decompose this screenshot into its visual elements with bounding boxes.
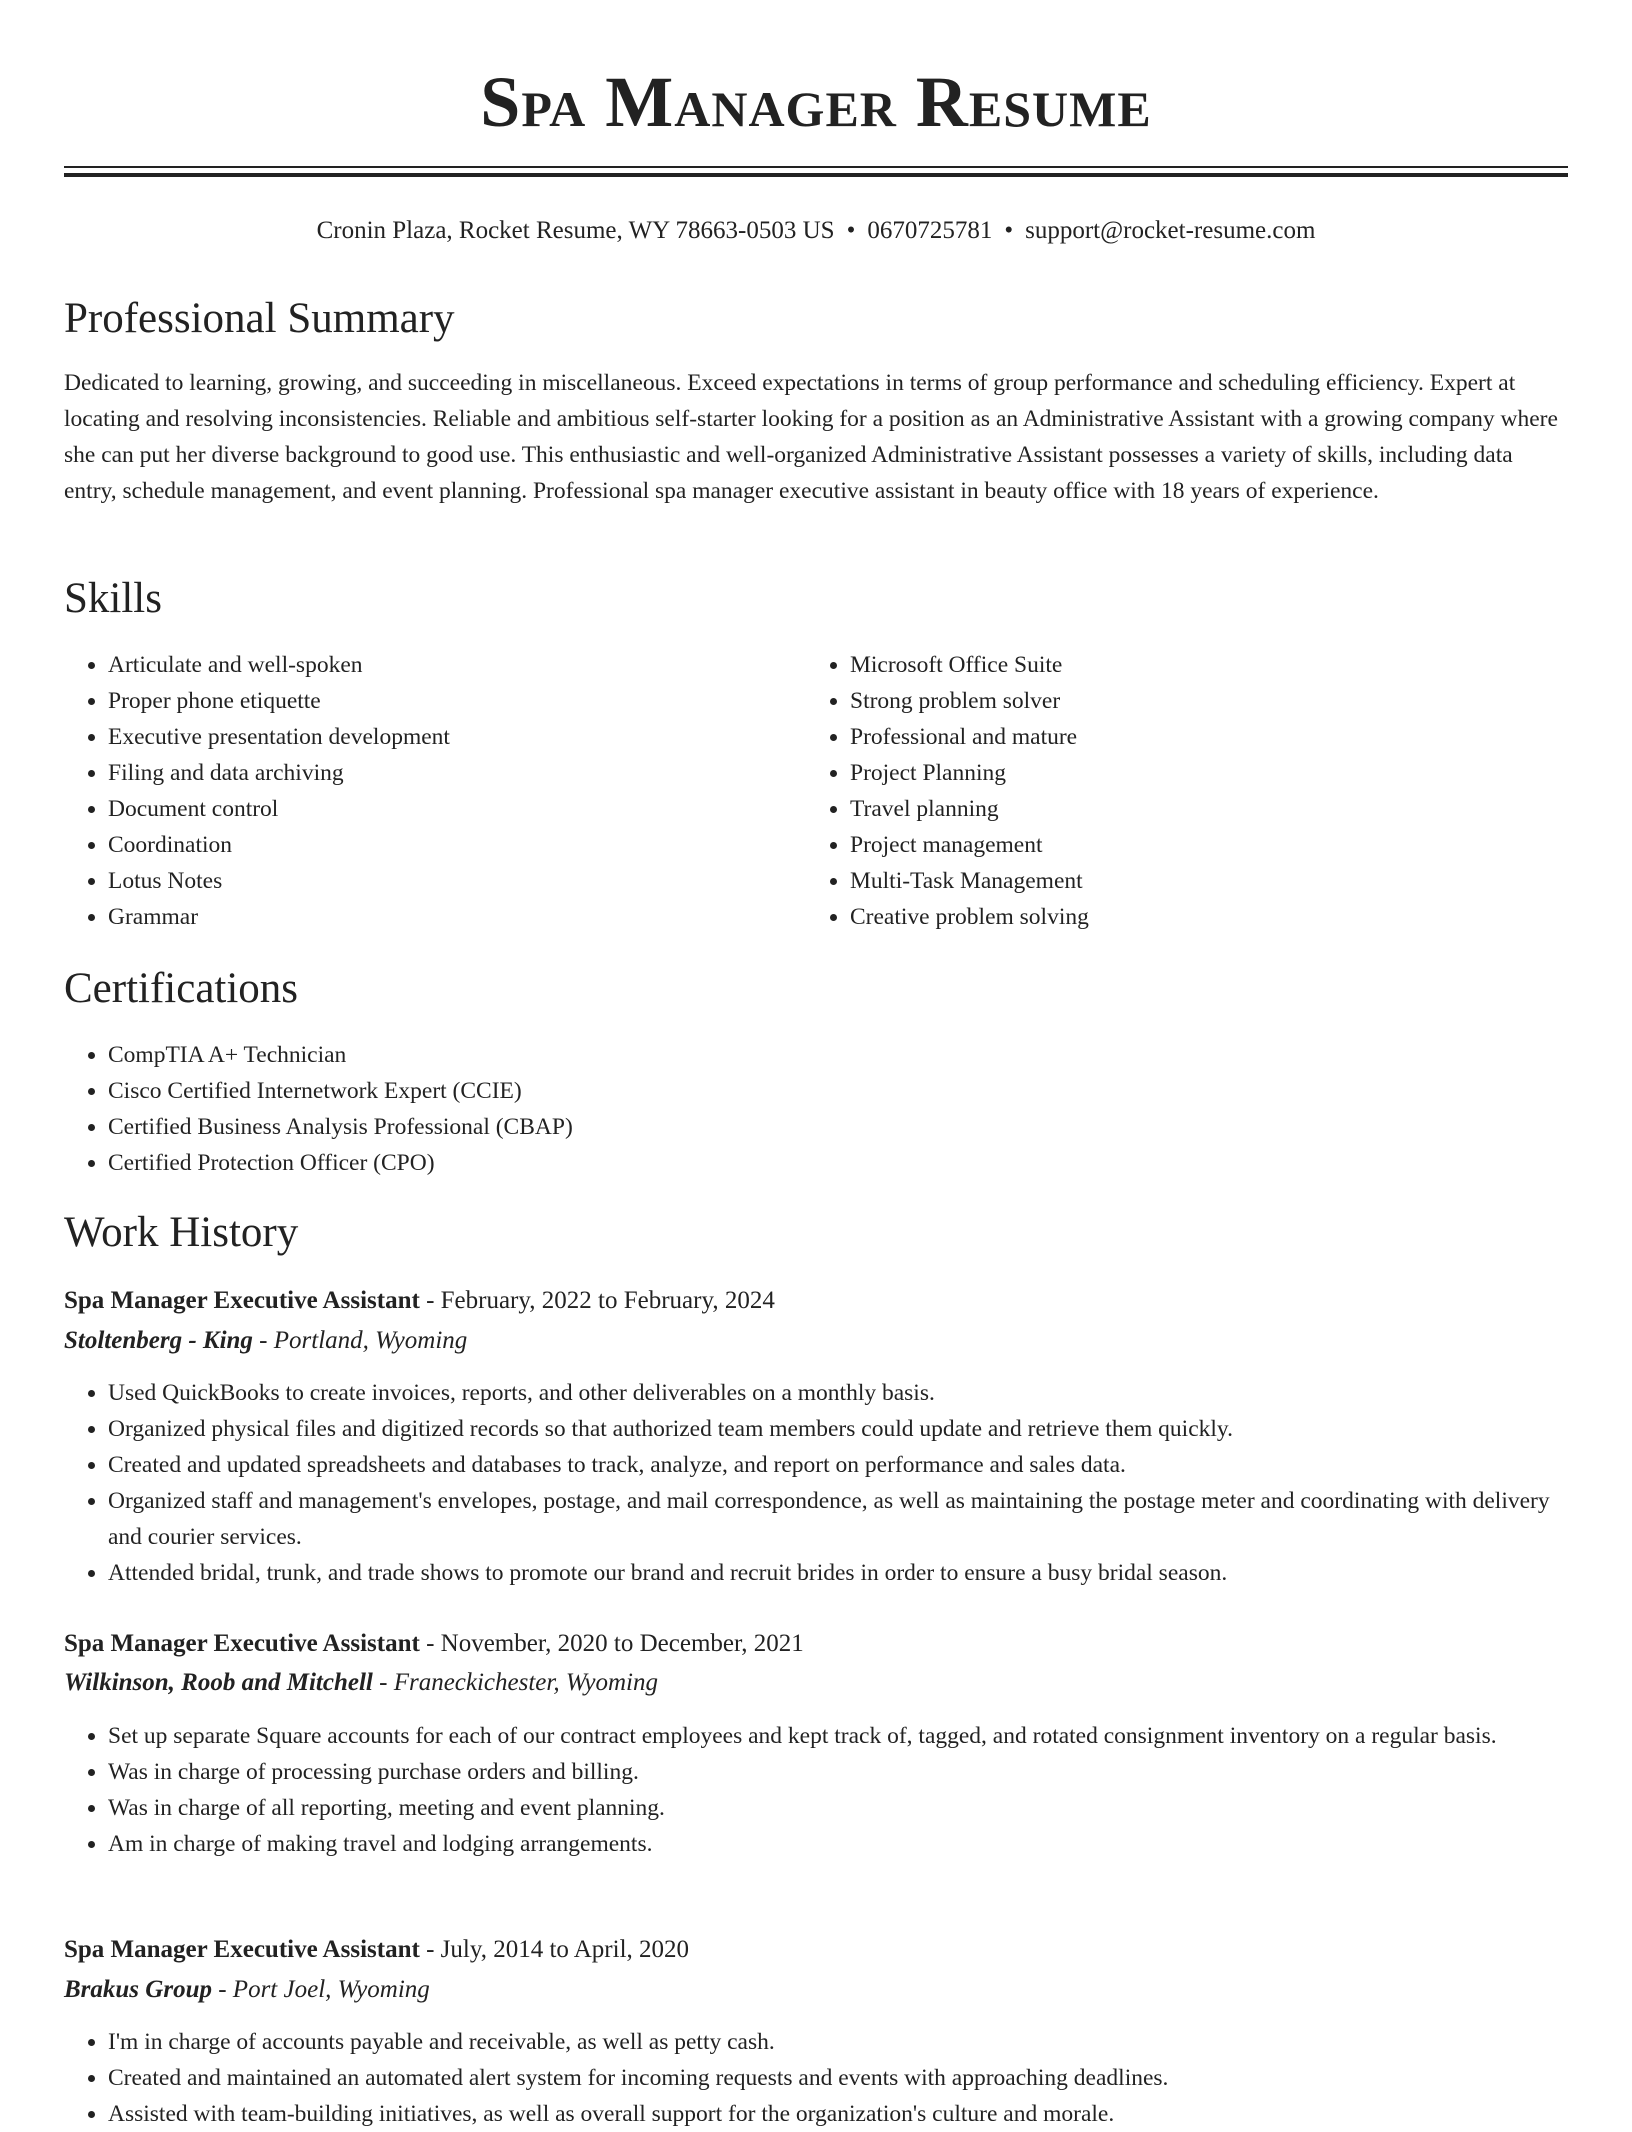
job-bullet: • Created and maintained an automated alert system for incoming requests and events with approaching deadlines. [108,2060,1568,2096]
job-dates: - February, 2022 to February, 2024 [419,1287,775,1314]
contact-email: support@rocket-resume.com [1025,217,1316,244]
certification-item: • CompTIA A+ Technician [108,1037,1568,1073]
company-line [64,1323,467,1359]
job-bullet: • Am in charge of making travel and lodging arrangements. [108,1826,1568,1862]
job-bullets [64,2024,1568,2132]
job-bullet: • Attended bridal, trunk, and trade shows to promote our brand and recruit brides in order to ensure a busy bridal season. [108,1555,1568,1591]
skills-list-right [806,647,1550,935]
summary-text: Dedicated to learning, growing, and succeeding in miscellaneous. Exceed expectations in terms of group performance and scheduling efficiency. Expert at locating and resolving inconsistencies. Reliable and ambitious self-starter looking for a position as an Administrative Assistant with a growing company where she can put her diverse background to good use. This enthusiastic and well-organized Administrative Assistant possesses a variety of skills, including data entry, schedule management, and event planning. Professional spa manager executive assistant in beauty office with 18 years of experience. [64,370,1558,504]
skill-item: • Grammar [108,899,808,935]
skill-item: • Multi-Task Management [850,863,1550,899]
job-dates: - July, 2014 to April, 2020 [419,1936,690,1963]
resume-title: Spa Manager Resume [480,62,1152,142]
company-name: Wilkinson, Roob and Mitchell [64,1669,373,1696]
certification-item: • Cisco Certified Internetwork Expert (CCIE) [108,1073,1568,1109]
certifications-list [64,1037,1568,1181]
skill-item: • Executive presentation development [108,719,808,755]
skill-item: • Creative problem solving [850,899,1550,935]
title-divider-thick [64,173,1568,177]
job-bullet: • Organized physical files and digitized records so that authorized team members could update and retrieve them quickly. [108,1411,1568,1447]
certifications-heading: Certifications [64,965,299,1012]
job-bullet: • I'm in charge of accounts payable and receivable, as well as petty cash. [108,2024,1568,2060]
skill-item: • Travel planning [850,791,1550,827]
skill-item: • Articulate and well-spoken [108,647,808,683]
title-divider-thin [64,166,1568,168]
company-name: Stoltenberg - King [64,1327,253,1354]
job-bullet: • Created and updated spreadsheets and databases to track, analyze, and report on performance and sales data. [108,1447,1568,1483]
skill-item: • Project Planning [850,755,1550,791]
company-line [64,1972,430,2008]
skill-item: • Strong problem solver [850,683,1550,719]
skill-item: • Microsoft Office Suite [850,647,1550,683]
job-bullets [64,1718,1568,1862]
skill-item: • Project management [850,827,1550,863]
contact-separator: • [846,217,856,244]
job-dates: - November, 2020 to December, 2021 [419,1630,804,1657]
job-bullet: • Was in charge of processing purchase orders and billing. [108,1754,1568,1790]
resume-page [64,0,1568,2127]
job-title-line [64,1283,775,1319]
skill-item: • Document control [108,791,808,827]
certification-item: • Certified Business Analysis Professional (CBAP) [108,1109,1568,1145]
company-location: - Portland, Wyoming [252,1327,468,1354]
job-title-line [64,1626,804,1662]
company-name: Brakus Group [64,1976,212,2003]
contact-phone: 0670725781 [867,217,993,244]
summary-heading: Professional Summary [64,295,455,342]
work-history-heading: Work History [64,1209,299,1256]
skills-list-left [64,647,808,935]
skill-item: • Coordination [108,827,808,863]
job-title: Spa Manager Executive Assistant [64,1936,420,1963]
skills-heading: Skills [64,575,162,622]
skill-item: • Proper phone etiquette [108,683,808,719]
skill-item: • Lotus Notes [108,863,808,899]
job-bullet: • Was in charge of all reporting, meeting and event planning. [108,1790,1568,1826]
contact-line [64,214,1568,248]
skill-item: • Filing and data archiving [108,755,808,791]
job-bullets [64,1375,1568,1591]
certification-item: • Certified Protection Officer (CPO) [108,1145,1568,1181]
job-title: Spa Manager Executive Assistant [64,1630,420,1657]
job-bullet: • Set up separate Square accounts for each of our contract employees and kept track of, tagged, and rotated consignment inventory on a regular basis. [108,1718,1568,1754]
company-location: - Port Joel, Wyoming [211,1976,430,2003]
job-title: Spa Manager Executive Assistant [64,1287,420,1314]
contact-address: Cronin Plaza, Rocket Resume, WY 78663-0503 US [316,217,835,244]
company-location: - Franeckichester, Wyoming [372,1669,658,1696]
job-title-line [64,1932,689,1968]
company-line [64,1665,658,1701]
contact-separator: • [1004,217,1014,244]
skill-item: • Professional and mature [850,719,1550,755]
job-bullet: • Organized staff and management's envelopes, postage, and mail correspondence, as well as maintaining the postage meter and coordinating with delivery and courier services. [108,1483,1568,1555]
job-bullet: • Used QuickBooks to create invoices, reports, and other deliverables on a monthly basis. [108,1375,1568,1411]
job-bullet: • Assisted with team-building initiatives, as well as overall support for the organization's culture and morale. [108,2096,1568,2132]
